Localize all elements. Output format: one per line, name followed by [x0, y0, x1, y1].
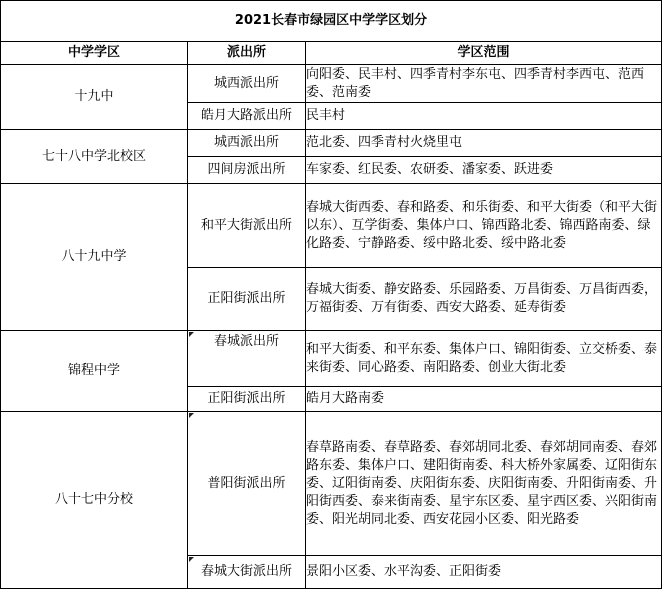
table-row — [1, 65, 662, 103]
title-row — [1, 1, 662, 42]
table-row — [1, 184, 662, 268]
school-cell: 十九中 — [1, 65, 188, 130]
header-station: 派出所 — [188, 42, 306, 65]
station-cell: 城西派出所 — [188, 65, 306, 103]
area-cell: 车家委、红民委、农研委、潘家委、跃进委 — [306, 157, 662, 184]
area-cell: 春城大街委、静安路委、乐园路委、万昌街委、万昌街西委，万福街委、万有街委、西安大路委、延寿街委 — [306, 268, 662, 331]
area-cell: 和平大街委、和平东委、集体户口、锦阳街委、立交桥委、泰来街委、同心路委、南阳路委、创业大街北委 — [306, 331, 662, 387]
station-cell: 城西派出所 — [188, 130, 306, 157]
station-cell: 春城大街派出所 — [188, 556, 306, 589]
header-area: 学区范围 — [306, 42, 662, 65]
area-cell: 春城大街西委、春和路委、和乐街委、和平大街委（和平大街以东）、互学街委、集体户口、锦西路北委、锦西路南委、绿化路委、宁静路委、绥中路北委、绥中路北委 — [306, 184, 662, 268]
area-cell: 范北委、四季青村火烧里屯 — [306, 130, 662, 157]
school-cell: 八十七中分校 — [1, 412, 188, 589]
header-row — [1, 42, 662, 65]
school-cell: 锦程中学 — [1, 331, 188, 412]
station-cell: 皓月大路派出所 — [188, 103, 306, 130]
station-cell: 普阳街派出所 — [188, 412, 306, 556]
area-cell: 皓月大路南委 — [306, 387, 662, 412]
station-cell: 四间房派出所 — [188, 157, 306, 184]
area-cell: 景阳小区委、水平沟委、正阳街委 — [306, 556, 662, 589]
school-cell: 七十八中学北校区 — [1, 130, 188, 184]
table-row — [1, 331, 662, 387]
table-row — [1, 130, 662, 157]
header-school: 中学学区 — [1, 42, 188, 65]
table-title: 2021长春市绿园区中学学区划分 — [1, 1, 662, 42]
area-cell: 向阳委、民丰村、四季青村李东屯、四季青村李西屯、范西委、范南委 — [306, 65, 662, 103]
area-cell: 春草路南委、春草路委、春郊胡同北委、春郊胡同南委、春郊路东委、集体户口、建阳街南委、科大桥外家属委、辽阳街东委、辽阳街南委、庆阳街东委、庆阳街南委、升阳街南委、升阳街西委、泰来街南委、星宇东区委、星宇西区委、兴阳街南委、阳光胡同北委、西安花园小区委、阳光路委 — [306, 412, 662, 556]
area-cell: 民丰村 — [306, 103, 662, 130]
station-cell: 正阳街派出所 — [188, 268, 306, 331]
station-cell: 和平大街派出所 — [188, 184, 306, 268]
table-row — [1, 412, 662, 556]
school-cell: 八十九中学 — [1, 184, 188, 331]
station-cell: 春城派出所 — [188, 331, 306, 387]
station-cell: 正阳街派出所 — [188, 387, 306, 412]
